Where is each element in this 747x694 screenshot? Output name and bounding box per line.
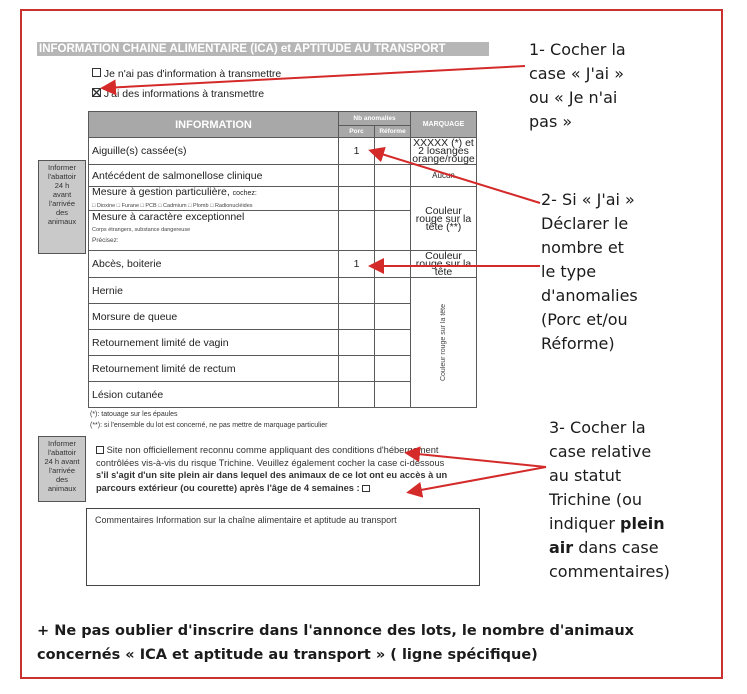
annotation-line: Réforme) xyxy=(541,334,615,353)
option-yes-label: J'ai des informations à transmettre xyxy=(103,88,265,100)
row-sub: Corps étrangers, substance dangereuse xyxy=(92,227,191,233)
row-label: Morsure de queue xyxy=(89,304,339,330)
annotation-line: case « J'ai » xyxy=(529,64,624,83)
header-reforme: Réforme xyxy=(375,126,411,138)
side-box-line: avant xyxy=(52,190,72,199)
side-box-line: animaux xyxy=(47,484,77,493)
annotation-line: ou « Je n'ai xyxy=(529,88,618,107)
annotation-bold-word: plein xyxy=(620,514,665,533)
row-label: Retournement limité de rectum xyxy=(89,356,339,382)
header-marquage: MARQUAGE xyxy=(411,112,477,138)
side-box-line: l'arrivée xyxy=(48,199,76,208)
row-label: Antécédent de salmonellose clinique xyxy=(89,165,339,187)
annotation-line: au statut xyxy=(549,466,622,485)
arrow-step-3-b xyxy=(410,467,546,492)
annotation-line: 2- Si « J'ai » xyxy=(541,190,635,209)
annotation-line: Trichine (ou xyxy=(549,490,643,509)
bottom-note-line-1: + Ne pas oublier d'inscrire dans l'annonce des lots, le nombre d'animaux xyxy=(37,623,635,639)
side-box-line: des xyxy=(55,475,69,484)
side-box-line: Informer xyxy=(48,439,76,448)
header-information: INFORMATION xyxy=(89,112,339,138)
annotation-line: pas » xyxy=(529,112,573,131)
row-porc-value[interactable]: 1 xyxy=(339,251,375,278)
row-label: Aiguille(s) cassée(s) xyxy=(89,138,339,165)
annotation-line: dans case xyxy=(578,538,659,557)
annotation-line: (Porc et/ou xyxy=(541,310,628,329)
form-title: INFORMATION CHAINE ALIMENTAIRE (ICA) et APTITUDE AU TRANSPORT xyxy=(37,42,489,56)
row-marquage: XXXXX (*) et 2 losanges orange/rouge xyxy=(412,137,475,165)
side-box-line: l'arrivée xyxy=(48,466,76,475)
row-sub-options: □ Dioxine □ Furane □ PCB □ Cadmium □ Plomb □ Radionucléides xyxy=(92,203,253,209)
trichine-line-4: parcours extérieur (ou courette) après l'âge de 4 semaines : xyxy=(96,482,360,493)
side-box-line: 24 h xyxy=(54,181,70,190)
arrow-step-2-a xyxy=(372,151,540,203)
comments-label: Commentaires Information sur la chaîne alimentaire et aptitude au transport xyxy=(95,515,397,525)
annotation-line: 3- Cocher la xyxy=(549,418,646,437)
trichine-line-1: Site non officiellement reconnu comme appliquant des conditions d'hébergement xyxy=(106,445,439,455)
arrow-step-3-a xyxy=(408,453,546,467)
trichine-line-2: contrôlées vis-à-vis du risque Trichine. Veuillez également cocher la case ci-dessous xyxy=(96,457,445,468)
arrow-step-1 xyxy=(104,66,525,88)
option-no-label: Je n'ai pas d'information à transmettre xyxy=(103,68,282,80)
side-box-line: l'abattoir xyxy=(47,172,77,181)
row-label: Abcès, boiterie xyxy=(89,251,339,278)
row-marquage: Aucun xyxy=(411,165,477,187)
annotation-line: le type xyxy=(541,262,597,281)
row-label: Retournement limité de vagin xyxy=(89,330,339,356)
side-box-line: des xyxy=(55,208,69,217)
annotation-line: case relative xyxy=(549,442,652,461)
annotation-line: indiquer xyxy=(549,514,615,533)
row-label: Lésion cutanée xyxy=(89,382,339,408)
row-label: Mesure à gestion particulière, xyxy=(92,186,230,198)
row-porc-value[interactable]: 1 xyxy=(339,138,375,165)
annotation-bold-word: air xyxy=(549,538,574,557)
row-label: Mesure à caractère exceptionnel xyxy=(92,211,245,223)
annotation-line: 1- Cocher la xyxy=(529,40,626,59)
annotation-line: commentaires) xyxy=(549,562,670,581)
side-box-line: Informer xyxy=(48,163,76,172)
side-box-line: 24 h avant xyxy=(44,457,80,466)
side-box-line: l'abattoir xyxy=(47,448,77,457)
header-porc: Porc xyxy=(339,126,375,138)
trichine-line-3: s'il s'agit d'un site plein air dans lequel des animaux de ce lot ont eu accès à un xyxy=(96,470,448,480)
row-sub-precisez: Précisez: xyxy=(92,237,119,244)
annotation-line: d'anomalies xyxy=(541,286,638,305)
side-box-line: animaux xyxy=(47,217,77,226)
footnote-1: (*): tatouage sur les épaules xyxy=(90,411,178,418)
header-nb-anomalies: Nb anomalies xyxy=(339,112,411,126)
annotation-line: nombre et xyxy=(541,238,624,257)
footnote-2: (**): si l'ensemble du lot est concerné, ne pas mettre de marquage particulier xyxy=(90,422,328,429)
row-marquage: Couleur rouge sur la tête (**) xyxy=(411,187,477,251)
bottom-note-line-2: concernés « ICA et aptitude au transport » ( ligne spécifique) xyxy=(37,647,538,663)
vertical-mark-text: Couleur rouge sur la tête xyxy=(440,303,448,382)
annotation-line: Déclarer le xyxy=(541,214,629,233)
row-label-suffix: cochez: xyxy=(232,190,257,197)
row-marquage: Couleur rouge sur la tête xyxy=(411,251,477,278)
row-label: Hernie xyxy=(89,278,339,304)
